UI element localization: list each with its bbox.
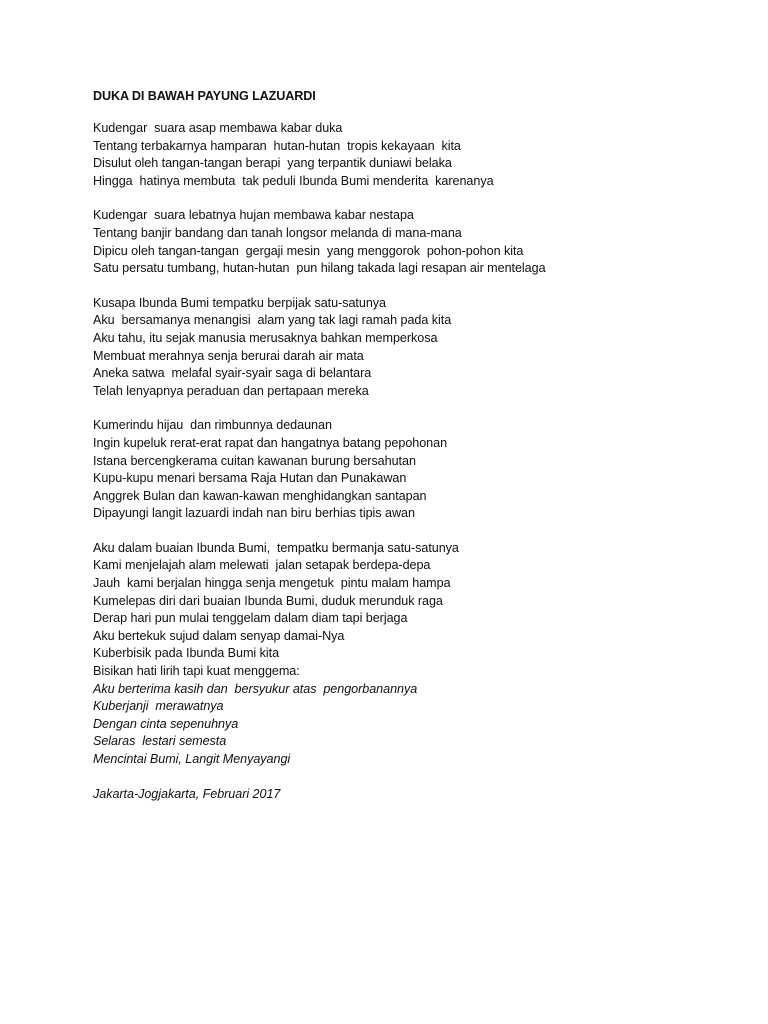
- poem-line: Aku berterima kasih dan bersyukur atas pengorbanannya: [93, 681, 418, 696]
- poem-line: Telah lenyapnya peraduan dan pertapaan mereka: [93, 383, 369, 398]
- poem-line: Kuberjanji merawatnya: [93, 699, 224, 714]
- poem-line: Tentang terbakarnya hamparan hutan-hutan tropis kekayaan kita: [93, 138, 461, 153]
- poem-line: Tentang banjir bandang dan tanah longsor melanda di mana-mana: [93, 225, 462, 240]
- poem-line: Hingga hatinya membuta tak peduli Ibunda Bumi menderita karenanya: [93, 173, 494, 188]
- poem-line: Jauh kami berjalan hingga senja mengetuk pintu malam hampa: [93, 576, 451, 591]
- poem-line: Istana bercengkerama cuitan kawanan burung bersahutan: [93, 453, 416, 468]
- poem-title: DUKA DI BAWAH PAYUNG LAZUARDI: [93, 89, 316, 103]
- poem-line: Derap hari pun mulai tenggelam dalam diam tapi berjaga: [93, 611, 408, 626]
- poem-closing-place-date: Jakarta-Jogjakarta, Februari 2017: [93, 786, 281, 801]
- poem-line: Dengan cinta sepenuhnya: [93, 716, 239, 731]
- poem-line: Ingin kupeluk rerat-erat rapat dan hangatnya batang pepohonan: [93, 435, 448, 450]
- poem-line: Dipicu oleh tangan-tangan gergaji mesin yang menggorok pohon-pohon kita: [93, 243, 524, 258]
- poem-line: Aku bersamanya menangisi alam yang tak lagi ramah pada kita: [93, 313, 452, 328]
- poem-line: Aku dalam buaian Ibunda Bumi, tempatku bermanja satu-satunya: [93, 540, 459, 555]
- poem-line: Kami menjelajah alam melewati jalan setapak berdepa-depa: [93, 558, 431, 573]
- poem-body: [93, 87, 733, 803]
- poem-line: Dipayungi langit lazuardi indah nan biru berhias tipis awan: [93, 506, 415, 521]
- stanza-5: [93, 540, 733, 769]
- poem-line: Kudengar suara asap membawa kabar duka: [93, 121, 343, 135]
- stanza-2: [93, 207, 733, 277]
- poem-line: Kuberbisik pada Ibunda Bumi kita: [93, 646, 280, 661]
- poem-line: Kudengar suara lebatnya hujan membawa kabar nestapa: [93, 208, 414, 223]
- stanza-4: [93, 417, 733, 523]
- poem-line: Kumelepas diri dari buaian Ibunda Bumi, duduk merunduk raga: [93, 593, 443, 608]
- poem-line: Disulut oleh tangan-tangan berapi yang terpantik duniawi belaka: [93, 156, 452, 171]
- poem-line: Kusapa Ibunda Bumi tempatku berpijak satu-satunya: [93, 295, 386, 310]
- poem-line: Kupu-kupu menari bersama Raja Hutan dan Punakawan: [93, 471, 407, 486]
- poem-line: Selaras lestari semesta: [93, 734, 227, 749]
- poem-line: Aneka satwa melafal syair-syair saga di belantara: [93, 366, 372, 381]
- poem-line: Anggrek Bulan dan kawan-kawan menghidangkan santapan: [93, 488, 427, 503]
- stanza-1: [93, 120, 733, 190]
- poem-line: Satu persatu tumbang, hutan-hutan pun hilang takada lagi resapan air mentelaga: [93, 261, 546, 276]
- poem-line: Kumerindu hijau dan rimbunnya dedaunan: [93, 418, 332, 433]
- poem-line: Aku tahu, itu sejak manusia merusaknya bahkan memperkosa: [93, 330, 438, 345]
- poem-line: Mencintai Bumi, Langit Menyayangi: [93, 752, 291, 766]
- poem-line: Aku bertekuk sujud dalam senyap damai-Nya: [93, 628, 345, 643]
- stanza-3: [93, 295, 733, 401]
- poem-line: Bisikan hati lirih tapi kuat menggema:: [93, 664, 300, 679]
- poem-line: Membuat merahnya senja berurai darah air mata: [93, 348, 364, 363]
